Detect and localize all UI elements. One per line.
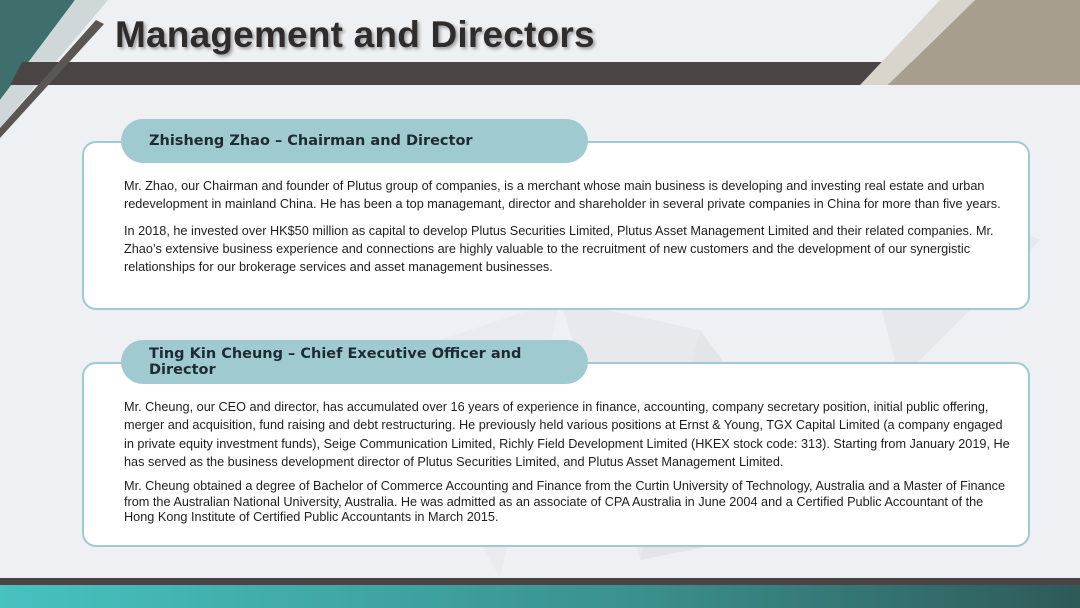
profile-heading-cheung: Ting Kin Cheung – Chief Executive Officer and Director (121, 340, 588, 384)
bio-paragraph: Mr. Cheung obtained a degree of Bachelor of Commerce Accounting and Finance from the Curtin University of Technology, Australia and a Master of Finance from the Australian National University, Australia. He was admitted as an associate of CPA Australia in June 2004 and a Certified Public Accountant of the Hong Kong Institute of Certified Public Accountants in March 2015. (124, 479, 1006, 525)
profile-card-cheung (82, 362, 1030, 547)
bio-paragraph: In 2018, he invested over HK$50 million as capital to develop Plutus Securities Limited, Plutus Asset Management Limited and their related companies. Mr. Zhao’s extensive business experience and connections are highly valuable to the recruitment of new customers and the development of our synergistic relationships for our brokerage services and asset management businesses. (124, 223, 994, 275)
profile-bio (124, 177, 1012, 284)
bio-paragraph: Mr. Zhao, our Chairman and founder of Plutus group of companies, is a merchant whose main business is developing and investing real estate and urban redevelopment in mainland China. He has been a top managemant, director and shareholder in several private companies in China for more than five years. (124, 179, 1001, 212)
profile-heading-zhao: Zhisheng Zhao – Chairman and Director (121, 119, 588, 163)
profile-card-zhao (82, 141, 1030, 310)
footer-band (0, 578, 1080, 608)
page-title: Management and Directors (115, 14, 595, 55)
bio-paragraph: Mr. Cheung, our CEO and director, has accumulated over 16 years of experience in finance, accounting, company secretary position, initial public offering, merger and acquisition, fund raising and debt restructuring. He previously held various positions at Ernst & Young, TGX Capital Limited (a company engaged in private equity investment funds), Seige Communication Limited, Richly Field Development Limited (HKEX stock code: 313). Starting from January 2019, He has served as the business development director of Plutus Securities Limited, and Plutus Asset Management Limited. (124, 400, 1010, 469)
profile-bio (124, 398, 1012, 534)
